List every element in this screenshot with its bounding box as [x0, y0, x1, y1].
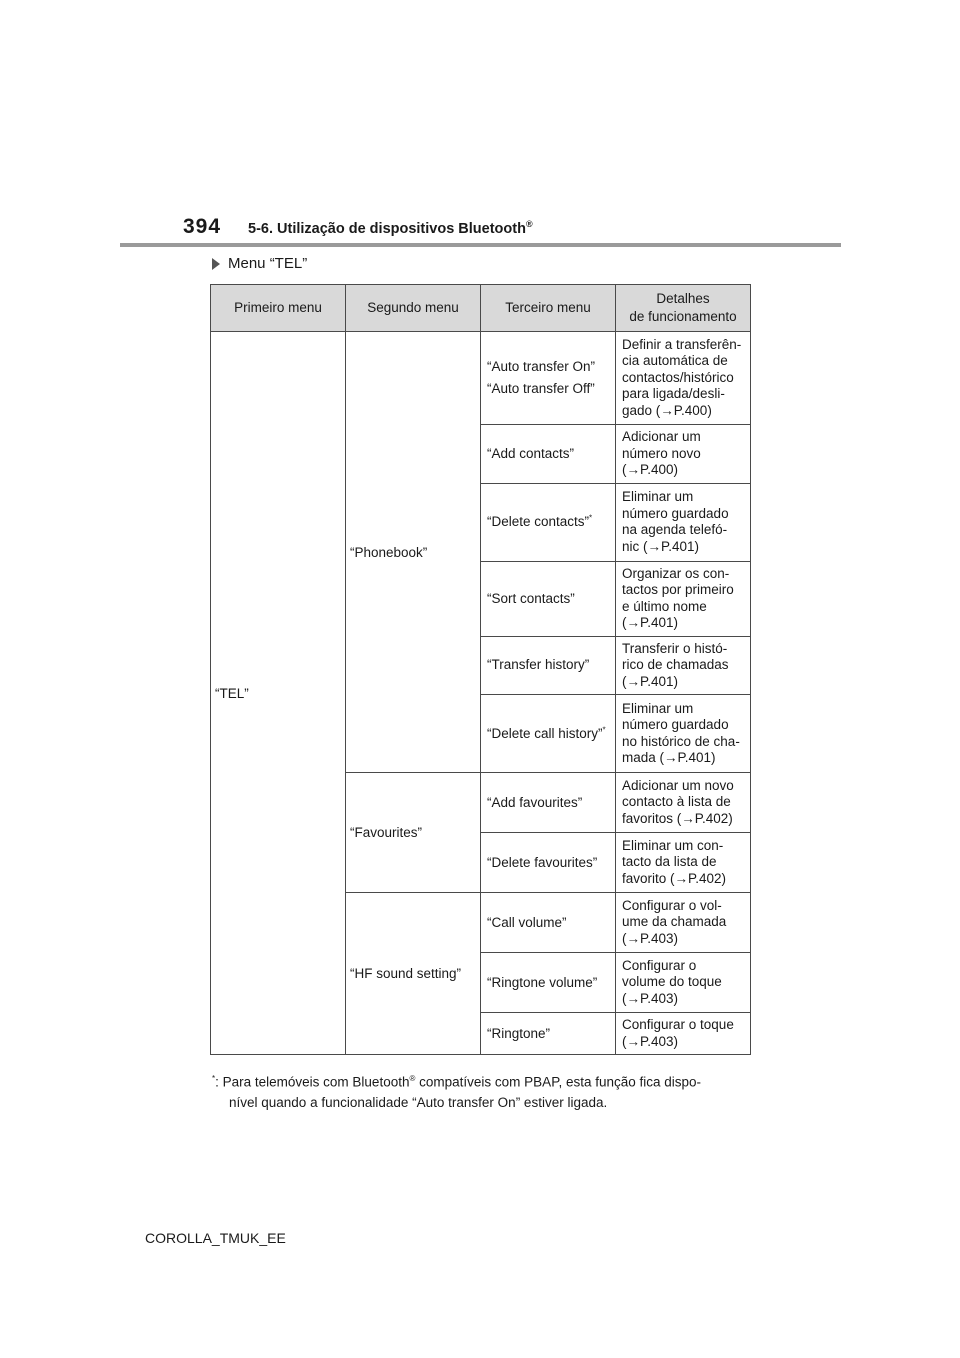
menu-heading [212, 255, 307, 272]
column-header: Primeiro menu [211, 285, 346, 332]
third-menu-cell [481, 425, 616, 484]
third-menu-text: “Call volume” [487, 914, 567, 930]
column-header: Detalhes de funcionamento [616, 285, 751, 332]
third-menu-text: “Delete contacts” [487, 514, 590, 529]
third-menu-cell [481, 833, 616, 893]
detail-cell: Adicionar um novo contacto à lista de favoritos (→P.402) [616, 773, 751, 833]
detail-cell: Configurar o vol- ume da chamada (→P.403) [616, 893, 751, 953]
second-menu-cell: “HF sound setting” [346, 893, 481, 1055]
footnote-text-b: compatíveis com PBAP, esta função fica dispo- [415, 1074, 702, 1090]
registered-mark: ® [409, 1074, 416, 1083]
footer-code: COROLLA_TMUK_EE [145, 1230, 286, 1246]
third-menu-cell [481, 773, 616, 833]
third-menu-text: “Auto transfer On” “Auto transfer Off” [487, 359, 596, 396]
table-header-row [211, 285, 751, 332]
footnote-marker: * [589, 513, 593, 523]
third-menu-text: “Sort contacts” [487, 590, 575, 606]
menu-table [210, 284, 751, 1055]
second-menu-cell: “Phonebook” [346, 332, 481, 773]
third-menu-text: “Ringtone volume” [487, 974, 598, 990]
third-menu-cell [481, 1013, 616, 1055]
third-menu-cell [481, 893, 616, 953]
detail-cell: Definir a transferên- cia automática de contactos/histórico para ligada/desli- gado (→P.400) [616, 332, 751, 425]
third-menu-cell [481, 953, 616, 1013]
section-title [248, 219, 533, 237]
first-menu-cell: “TEL” [211, 332, 346, 1055]
column-header: Terceiro menu [481, 285, 616, 332]
page-number: 394 [183, 215, 222, 238]
third-menu-text: “Add favourites” [487, 794, 583, 810]
arrow-right-icon [212, 258, 220, 270]
third-menu-cell [481, 695, 616, 773]
table-body [211, 332, 751, 1055]
third-menu-text: “Add contacts” [487, 445, 575, 461]
detail-cell: Eliminar um número guardado no histórico de cha- mada (→P.401) [616, 695, 751, 773]
third-menu-text: “Transfer history” [487, 657, 590, 673]
header-rule [120, 243, 841, 247]
third-menu-text: “Delete call history” [487, 725, 603, 741]
detail-cell: Eliminar um número guardado na agenda telefó- nic (→P.401) [616, 483, 751, 561]
third-menu-text: “Ringtone” [487, 1025, 551, 1041]
detail-cell: Eliminar um con- tacto da lista de favorito (→P.402) [616, 833, 751, 893]
table-row [211, 332, 751, 425]
third-menu-cell [481, 561, 616, 636]
detail-cell: Configurar o volume do toque (→P.403) [616, 953, 751, 1013]
detail-cell: Adicionar um número novo (→P.400) [616, 425, 751, 484]
third-menu-cell [481, 636, 616, 695]
detail-cell: Configurar o toque (→P.403) [616, 1013, 751, 1055]
third-menu-cell [481, 483, 616, 561]
footnote [212, 1069, 752, 1113]
footnote-marker: * [212, 1074, 216, 1083]
footnote-line-2: nível quando a funcionalidade “Auto transfer On” estiver ligada. [229, 1094, 608, 1110]
second-menu-cell: “Favourites” [346, 773, 481, 893]
detail-cell: Organizar os con- tactos por primeiro e último nome (→P.401) [616, 561, 751, 636]
third-menu-cell [481, 332, 616, 425]
footnote-marker: * [602, 725, 606, 734]
menu-heading-text: Menu “TEL” [228, 255, 308, 272]
registered-mark: ® [525, 219, 533, 229]
column-header: Segundo menu [346, 285, 481, 332]
third-menu-text: “Delete favourites” [487, 854, 598, 870]
section-title-text: 5-6. Utilização de dispositivos Bluetooth [248, 220, 526, 237]
detail-cell: Transferir o histó- rico de chamadas (→P.401) [616, 636, 751, 695]
footnote-text-a: : Para telemóveis com Bluetooth [215, 1074, 410, 1090]
